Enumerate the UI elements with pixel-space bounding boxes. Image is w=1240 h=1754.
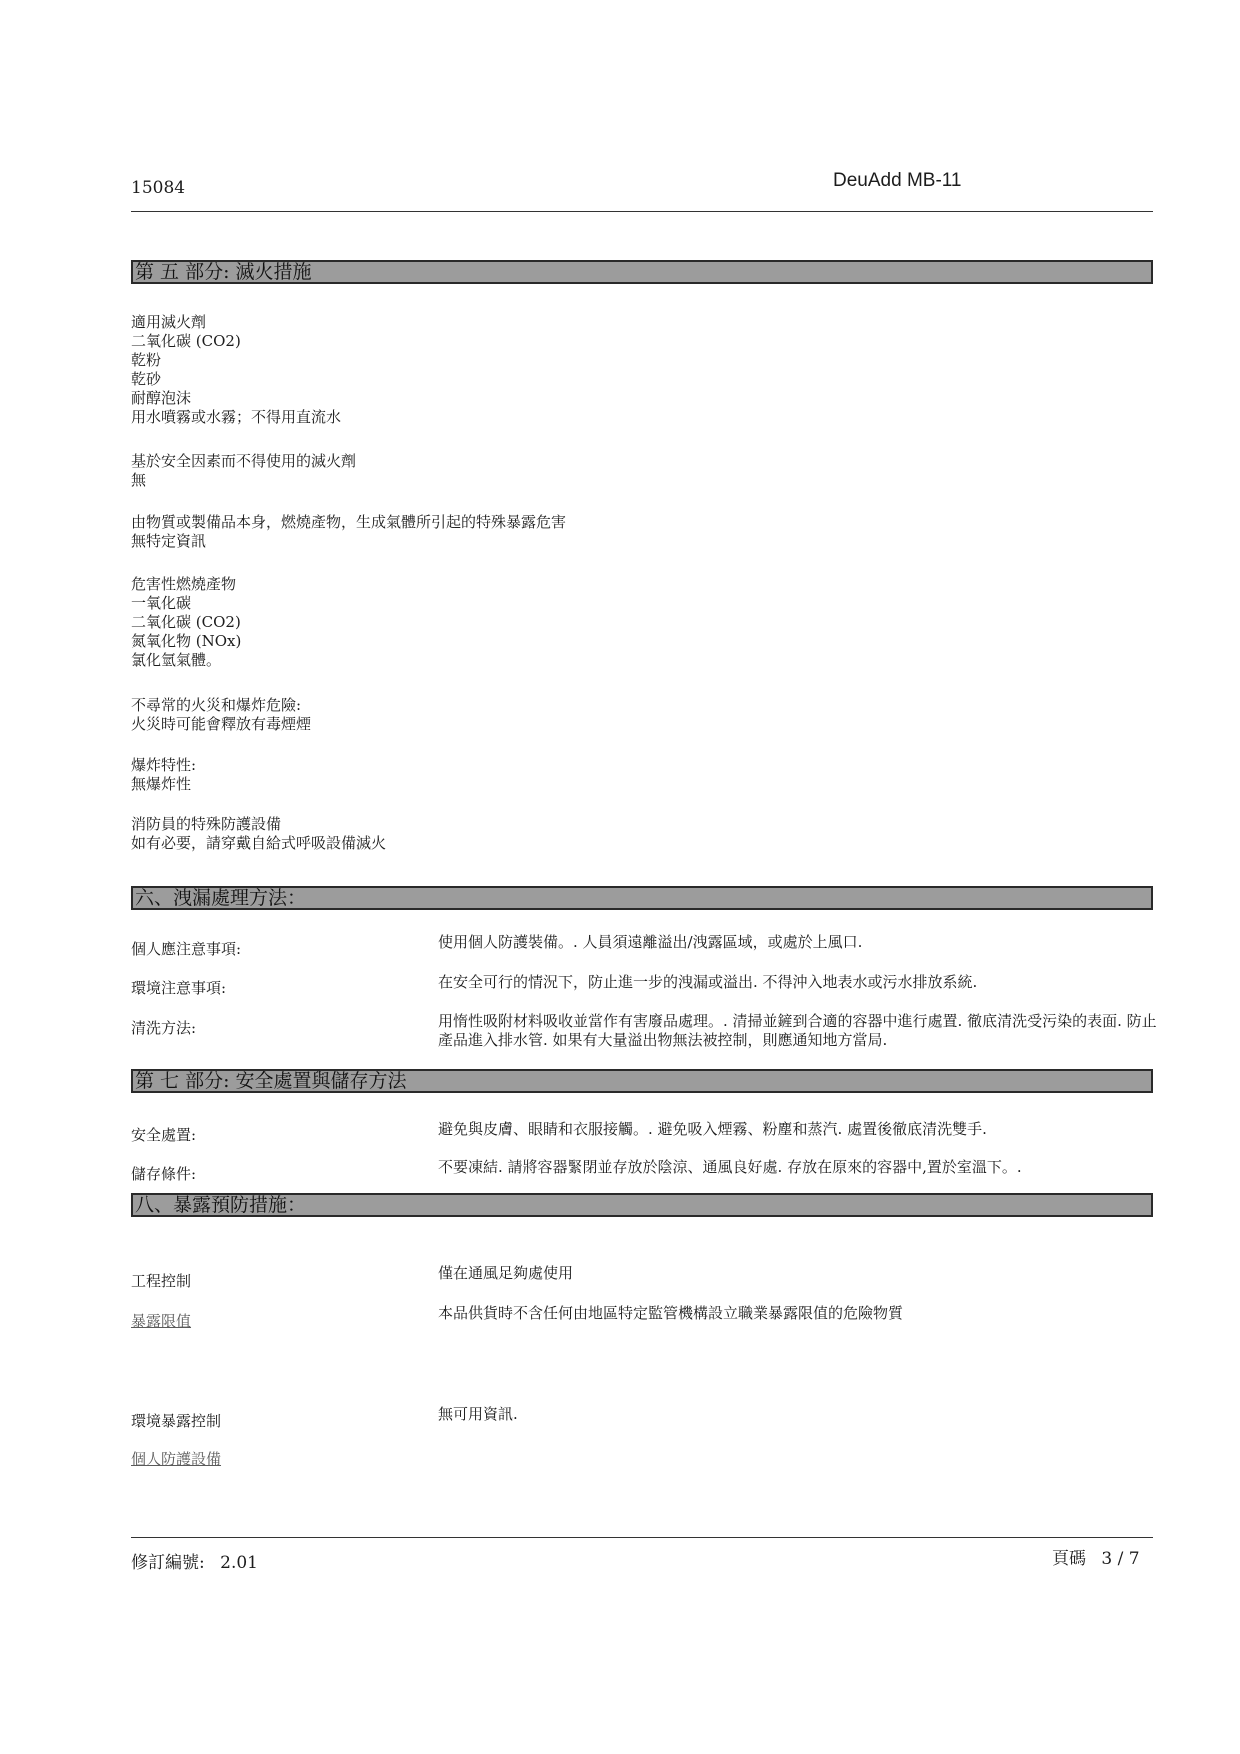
page-label: 頁碼 [1052, 1549, 1086, 1569]
unusual-hazard-heading: 不尋常的火災和爆炸危險: [131, 696, 302, 714]
personal-precautions-label: 個人應注意事項: [131, 940, 242, 958]
special-hazard-value: 無特定資訊 [131, 532, 207, 550]
environmental-exposure-value: 無可用資訊. [438, 1405, 518, 1423]
media-item: 用水噴霧或水霧；不得用直流水 [131, 408, 342, 426]
revision-label: 修訂編號: [131, 1553, 205, 1573]
footer-rule [131, 1537, 1153, 1538]
section-8-title: 八、暴露預防措施： [131, 1193, 1153, 1217]
section-5-title: 第 五 部分: 滅火措施 [131, 260, 1153, 284]
page-number: 3 / 7 [1101, 1549, 1140, 1569]
section-6-title: 六、洩漏處理方法： [131, 886, 1153, 910]
firefighter-ppe-block [131, 815, 386, 853]
environmental-precautions-value: 在安全可行的情況下，防止進一步的洩漏或溢出. 不得沖入地表水或污水排放系統. [438, 973, 978, 991]
safe-handling-value: 避免與皮膚、眼睛和衣服接觸。. 避免吸入煙霧、粉塵和蒸汽. 處置後徹底清洗雙手. [438, 1120, 987, 1138]
media-item: 二氧化碳 (CO2) [131, 332, 241, 350]
unsuitable-media-heading: 基於安全因素而不得使用的滅火劑 [131, 452, 357, 470]
combustion-item: 氮氧化物 (NOx) [131, 632, 242, 650]
media-item: 乾砂 [131, 370, 162, 388]
unsuitable-media-value: 無 [131, 471, 147, 489]
environmental-exposure-label: 環境暴露控制 [131, 1412, 222, 1430]
personal-precautions-value: 使用個人防護裝備。. 人員須遠離溢出/洩露區域，或處於上風口. [438, 933, 863, 951]
combustion-products-block [131, 575, 241, 670]
explosion-heading: 爆炸特性: [131, 756, 197, 774]
firefighter-ppe-heading: 消防員的特殊防護設備 [131, 815, 282, 833]
exposure-limits-value: 本品供貨時不含任何由地區特定監管機構設立職業暴露限值的危險物質 [438, 1304, 904, 1322]
combustion-item: 氯化氫氣體。 [131, 651, 222, 669]
engineering-controls-value: 僅在通風足夠處使用 [438, 1264, 574, 1282]
extinguishing-media-heading: 適用滅火劑 [131, 313, 207, 331]
unusual-hazard-value: 火災時可能會釋放有毒煙煙 [131, 715, 312, 733]
revision-info [131, 1548, 258, 1573]
explosion-value: 無爆炸性 [131, 775, 192, 793]
special-hazard-block [131, 513, 566, 551]
environmental-precautions-label: 環境注意事項: [131, 979, 227, 997]
unusual-hazard-block [131, 696, 311, 734]
combustion-item: 一氧化碳 [131, 594, 192, 612]
product-name: DeuAdd MB-11 [833, 170, 962, 191]
engineering-controls-label: 工程控制 [131, 1272, 192, 1290]
header-rule [131, 211, 1153, 212]
storage-conditions-value: 不要凍結. 請將容器緊閉並存放於陰涼、通風良好處. 存放在原來的容器中,置於室溫下。. [438, 1158, 1022, 1176]
media-item: 耐醇泡沫 [131, 389, 192, 407]
page-info [1052, 1544, 1140, 1569]
combustion-item: 二氧化碳 (CO2) [131, 613, 241, 631]
firefighter-ppe-value: 如有必要，請穿戴自給式呼吸設備滅火 [131, 834, 387, 852]
revision-number: 2.01 [220, 1553, 258, 1573]
extinguishing-media-block [131, 313, 341, 427]
cleanup-methods-value: 用惰性吸附材料吸收並當作有害廢品處理。. 清掃並鏟到合適的容器中進行處置. 徹底清洗受污染的表面. 防止產品進入排水管. 如果有大量溢出物無法被控制，則應通知地方當局. [438, 1012, 1157, 1049]
exposure-limits-label: 暴露限值 [131, 1312, 192, 1330]
explosion-block [131, 756, 196, 794]
section-7-title: 第 七 部分: 安全處置與儲存方法 [131, 1069, 1153, 1093]
storage-conditions-label: 儲存條件: [131, 1165, 197, 1183]
special-hazard-heading: 由物質或製備品本身，燃燒產物，生成氣體所引起的特殊暴露危害 [131, 513, 567, 531]
combustion-products-heading: 危害性燃燒產物 [131, 575, 237, 593]
cleanup-methods-label: 清洗方法: [131, 1019, 197, 1037]
media-item: 乾粉 [131, 351, 162, 369]
personal-protective-equipment-label: 個人防護設備 [131, 1450, 222, 1468]
document-number: 15084 [131, 178, 186, 198]
safe-handling-label: 安全處置: [131, 1126, 197, 1144]
unsuitable-media-block [131, 452, 356, 490]
